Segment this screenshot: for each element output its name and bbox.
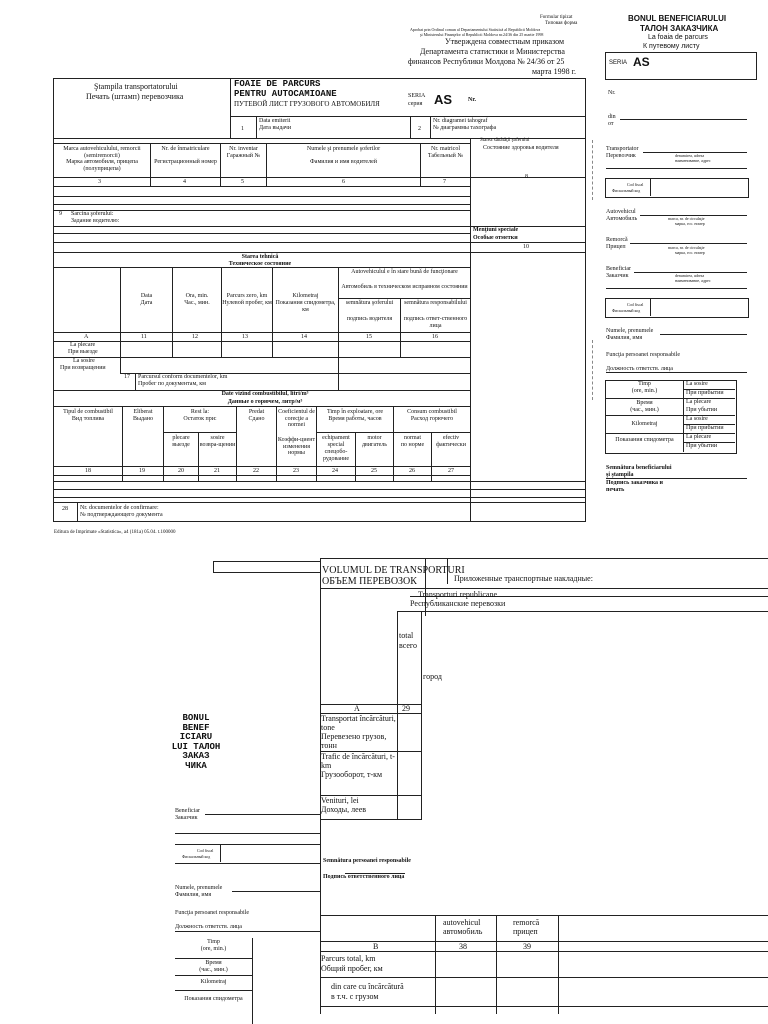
- city-label: город: [423, 672, 442, 681]
- run-total-ru: Общий пробег, км: [321, 964, 383, 973]
- return-ro: La sosire: [73, 358, 95, 364]
- norm-ro: normat: [404, 435, 421, 441]
- col-regnr-ru: Регистрационный номер: [154, 159, 217, 165]
- voucher-client-addr: denumirea, adresa: [675, 273, 705, 278]
- row-transported-ro: Transportat încărcături, tone: [321, 714, 396, 732]
- rep-transport-ro: Transporturi republicane: [418, 590, 498, 599]
- fuel-title-ru: Данные о горючем, литр/м³: [227, 399, 303, 405]
- row-income-ru: Доходы, леев: [321, 805, 367, 814]
- col-drivers-ru: Фамилия и имя водителей: [310, 159, 377, 165]
- rest-ru: Остаток при:: [183, 416, 217, 422]
- col-19: 19: [139, 468, 145, 474]
- voucher-client-ro: Beneficiar: [606, 266, 631, 272]
- approval-ro-2: şi Ministerului Finanţelor al Republicii Moldova nr.24/36 din 25 martie 1998: [420, 32, 544, 37]
- col-drivers-ro: Numele şi prenumele şoferilor: [306, 146, 381, 152]
- total-ro: total: [399, 631, 414, 640]
- back-col-38: 38: [459, 942, 467, 951]
- time-label-ru: Час., мин.: [184, 300, 210, 306]
- issue-date-ru: Дата выдачи: [259, 125, 292, 131]
- voucher-nr: Nr.: [608, 90, 616, 96]
- stub-km-ru: Показания спидометра: [184, 996, 243, 1002]
- col-20: 20: [178, 468, 184, 474]
- col-num-4: 4: [183, 179, 186, 185]
- total-ru: всего: [399, 641, 418, 650]
- voucher-dep-ro: La plecare: [686, 399, 712, 405]
- back-col-A: A: [354, 704, 360, 713]
- approval-ru-2: Департамента статистики и Министерства: [420, 47, 565, 56]
- actual-ru: фактически: [436, 442, 466, 448]
- col-matr-ru: Табельный №: [427, 153, 464, 159]
- col-15: 15: [366, 334, 372, 340]
- voucher-position-ro: Funcţia persoanei responsabile: [606, 352, 680, 358]
- voucher-time-ro: Timp: [638, 381, 651, 387]
- seria-label: SERIA: [408, 93, 426, 99]
- norm-ru: по норме: [400, 442, 425, 448]
- zero-run-ro: Parcurs zero, km: [226, 293, 268, 299]
- worktime-ru: Время работы, часов: [328, 416, 382, 422]
- rest-dep-ro: plecare: [172, 435, 190, 441]
- task-ru: Задание водителю:: [71, 218, 120, 224]
- depart-ro: La plecare: [70, 342, 96, 348]
- motor-ro: motor: [367, 435, 382, 441]
- col-26: 26: [409, 468, 415, 474]
- form-label-ro: Formular tipizat: [540, 15, 573, 20]
- approval-ro: Aprobat prin Ordinul comun al Departamentului Statistică al Republicii Moldova: [410, 27, 541, 32]
- row-traffic-ro: Trafic de încărcături, t-km: [321, 752, 395, 770]
- coef-ro: Coeficientul de corecţie a normei: [278, 409, 315, 428]
- col-num-5: 5: [241, 179, 244, 185]
- voucher-time-unit-ro: (ore, min.): [631, 388, 658, 394]
- voucher-client-addr-ru: наименование, адрес: [675, 278, 711, 283]
- voucher-fiscal-ru: Фискальный код: [612, 188, 641, 193]
- special-ro: Menţiuni speciale: [473, 227, 519, 233]
- box-2: 2: [418, 126, 421, 132]
- voucher-person-ro: Numele, prenumele: [606, 328, 654, 334]
- voucher-name-addr: denumirea, adresa: [675, 153, 705, 158]
- handed-ro: Predat: [248, 409, 265, 415]
- voucher-brand-nr-2: marca, nr. de circulaţie: [668, 245, 705, 250]
- issued-ru: Выдано: [133, 416, 153, 422]
- motor-ru: двигатель: [361, 442, 388, 448]
- km-label-ro: Kilometraj: [292, 293, 319, 299]
- equip-ro: echipament special: [322, 435, 350, 448]
- run-total-ro: Parcurs total, km: [321, 954, 376, 963]
- col-inv-ru: Гаражный №: [226, 153, 261, 159]
- voucher-seria: SERIA: [609, 60, 628, 66]
- confirm-ro: Nr. documentelor de confirmare:: [80, 505, 159, 511]
- col-22: 22: [253, 468, 259, 474]
- tech-title-ro: Starea tehnică: [241, 254, 279, 260]
- row-transported-ru: Перевезено грузов, тонн: [321, 732, 387, 750]
- approval-ru-4: марта 1998 г.: [532, 67, 576, 76]
- health-ru: Состояние здоровья водителя: [483, 145, 559, 151]
- voucher-vehicle-ro: Autovehicul: [606, 209, 636, 215]
- col-23: 23: [293, 468, 299, 474]
- voucher-client-ru: Заказчик: [606, 273, 629, 279]
- voucher-dep2-ru: При убытии: [686, 443, 718, 449]
- voucher-arr2-ru: При прибытии: [686, 425, 724, 431]
- run-loaded-ru: в т.ч. с грузом: [331, 992, 379, 1001]
- km-label-ru: Показания спидометра, км: [275, 300, 336, 313]
- zero-run-ru: Нулевой пробег, км: [222, 300, 272, 306]
- consumption-ru: Расход горючего: [410, 416, 454, 422]
- col-12: 12: [192, 334, 198, 340]
- rest-ret-ru: возвра-щении: [199, 442, 236, 448]
- volume-ru: ОБЪЕМ ПЕРЕВОЗОК: [322, 576, 417, 587]
- depart-ru: При выезде: [68, 349, 98, 355]
- special-ru: Особые отметки: [473, 235, 518, 241]
- voucher-dep-ru: При убытии: [686, 407, 718, 413]
- voucher-time-ru: Время: [636, 400, 653, 406]
- stub-fiscal-ro: Cod fiscal: [197, 848, 214, 853]
- stub-time-ro: Timp: [207, 939, 220, 945]
- stamp-label-ru: Печать (штамп) перевозчика: [86, 92, 184, 101]
- title-ro-1: FOAIE DE PARCURS: [234, 79, 321, 89]
- stub-fiscal-ru: Фискальный код: [182, 854, 211, 859]
- voucher-fiscal2-ru: Фискальный код: [612, 308, 641, 313]
- seria-label-ru: серия: [408, 101, 423, 107]
- rest-ret-ro: sosire: [210, 435, 225, 441]
- voucher-brand-nr-ru: марка, гос. номер: [675, 221, 705, 226]
- stub-client-ru: Заказчик: [175, 815, 198, 821]
- stub-time-ru: Время: [205, 960, 222, 966]
- stub-position-ru: Должность ответств. лица: [175, 924, 242, 930]
- voucher-km-ru: Показания спидометра: [615, 437, 674, 443]
- col-11: 11: [141, 334, 147, 340]
- col-matr-ro: Nr. matricol: [431, 146, 460, 152]
- col-25: 25: [371, 468, 377, 474]
- approval-ru-1: Утверждена совместным приказом: [445, 37, 565, 46]
- voucher-km-ro: Kilometraj: [631, 421, 658, 427]
- col-num-10: 10: [523, 244, 529, 250]
- voucher-fiscal2-ro: Cod fiscal: [627, 302, 644, 307]
- stub-person-ru: Фамилия, имя: [175, 892, 212, 898]
- voucher-vehicle-ru: Автомобиль: [606, 216, 638, 222]
- sign-resp-ru: подпись ответ-ственного лица: [403, 316, 468, 329]
- good-state-ru: Автомобиль в техническом исправном состоянии: [341, 284, 468, 290]
- col-brand-ru: Марка автомобиля, прицепа (полуприцепа): [66, 159, 138, 172]
- tacho-ru: № диаграммы тахографа: [433, 125, 497, 131]
- voucher-position-ru: Должность ответств. лица: [606, 366, 673, 372]
- equip-ru: спецобо-рудование: [322, 449, 350, 462]
- voucher-brand-nr: marca, nr. de circulaţie: [668, 216, 705, 221]
- voucher-title-ru: ТАЛОН ЗАКАЗЧИКА: [640, 24, 719, 33]
- voucher-seria-value: AS: [633, 55, 650, 69]
- col-inv-ro: Nr. inventar: [229, 146, 258, 152]
- title-ro-2: PENTRU AUTOCAMIOANE: [234, 89, 337, 99]
- col-21: 21: [214, 468, 220, 474]
- voucher-carrier-ru: Перевозчик: [606, 153, 636, 159]
- confirm-ru: № подтверждающего документа: [80, 512, 163, 518]
- handed-ru: Сдано: [248, 416, 265, 422]
- stub-title: BONUL BENEF ICIARU LUI ТАЛОН ЗАКАЗ ЧИКА: [171, 713, 221, 771]
- col-num-6: 6: [342, 179, 345, 185]
- col-brand-ro: Marca autovehiculului, remorcii (semiremorcii): [63, 146, 141, 159]
- col-14: 14: [301, 334, 307, 340]
- col-24: 24: [332, 468, 338, 474]
- stub-time-unit: (ore, min.): [200, 946, 227, 952]
- date-label-ro: Data: [140, 293, 153, 299]
- voucher-title-ro: BONUL BENEFICIARULUI: [628, 14, 727, 23]
- attached-docs: Приложенные транспортные накладные:: [454, 574, 593, 583]
- voucher-sign-ro: Semnătura beneficiarului şi ştampila: [606, 465, 672, 478]
- return-ru: При возвращении: [60, 365, 106, 371]
- voucher-arr2-ro: La sosire: [686, 416, 708, 422]
- voucher-person-ru: Фамилия, имя: [606, 335, 643, 341]
- run-loaded-ro: din care cu încărcătură: [331, 982, 404, 991]
- back-col-B: B: [373, 942, 379, 951]
- back-col-39: 39: [523, 942, 531, 951]
- col-18: 18: [85, 468, 91, 474]
- voucher-brand-nr-ru-2: марка, гос. номер: [675, 250, 705, 255]
- issued-ro: Eliberat: [133, 409, 153, 415]
- approval-ru-3: финансов Республики Молдова № 24/36 от 25: [408, 57, 565, 66]
- col-num-7: 7: [443, 179, 446, 185]
- voucher-sub-ru: К путевому листу: [643, 43, 700, 50]
- sign-driver-ru: подпись водителя: [346, 316, 393, 322]
- coef-ru: Коэффи-циент изменения нормы: [277, 437, 316, 456]
- col-13: 13: [242, 334, 248, 340]
- back-sign-ro: Semnătura persoanei responsabile: [323, 858, 411, 864]
- stamp-label-ro: Ştampila transportatorului: [94, 82, 178, 91]
- stub-position-ro: Funcţia persoanei responsabile: [175, 910, 249, 916]
- stub-km-ro: Kilometraj: [200, 979, 227, 985]
- voucher-sub-ro: La foaia de parcurs: [648, 34, 708, 41]
- box-1: 1: [241, 126, 244, 132]
- issue-date-ro: Data emiterii: [259, 118, 291, 124]
- sign-driver-ro: semnătura şoferului: [345, 300, 394, 306]
- good-state-ro: Autovehiculul e în stare bună de funcţionare: [351, 269, 458, 275]
- voucher-trailer-ro: Remorcă: [606, 237, 628, 243]
- consumption-ro: Consum combustibil: [407, 409, 457, 415]
- voucher-fiscal-ro: Cod fiscal: [627, 182, 644, 187]
- actual-ro: efectiv: [442, 435, 460, 441]
- voucher-ot: от: [608, 121, 614, 127]
- tacho-ro: Nr. diagramei tahograf: [433, 118, 488, 124]
- seria-value: AS: [434, 92, 453, 107]
- voucher-carrier-ro: Transportator: [606, 146, 639, 152]
- row-traffic-ru: Грузооборот, т-км: [321, 770, 383, 779]
- number-label: Nr.: [468, 97, 476, 103]
- imprint: Editura de Imprimate «Statistica», a4 (181a) 05.04. t.100000: [54, 530, 176, 535]
- stub-person-ro: Numele, prenumele: [175, 885, 223, 891]
- task-num: 9: [59, 211, 62, 217]
- veh-col-ru: автомобиль: [443, 927, 483, 936]
- back-sign-ru: Подпись ответственного лица: [323, 874, 405, 880]
- volume-ro: VOLUMUL DE TRANSPORTURI: [322, 565, 465, 576]
- col-28: 28: [62, 506, 68, 512]
- task-ro: Sarcina şoferului:: [71, 211, 114, 217]
- worktime-ro: Timp în exploatare, ore: [326, 409, 384, 415]
- col-num-8: 8: [525, 174, 528, 180]
- time-label-ro: Ora, min.: [185, 293, 209, 299]
- tech-title-ru: Техническое состояние: [228, 261, 292, 267]
- col-17: 17: [124, 374, 130, 380]
- fuel-type-ro: Tipul de combustibil: [63, 409, 113, 415]
- voucher-dep2-ro: La plecare: [686, 434, 712, 440]
- trl-col-ro: remorcă: [513, 918, 540, 927]
- veh-col-ro: autovehicul: [443, 918, 481, 927]
- voucher-name-addr-ru: наименование, адрес: [675, 158, 711, 163]
- rest-ro: Rest la:: [190, 409, 210, 415]
- col-regnr-ro: Nr. de înmatriculare: [161, 146, 210, 152]
- date-label-ru: Дата: [140, 300, 153, 306]
- health-ro: Starea sănătăţii şoferului: [480, 138, 530, 143]
- rep-transport-ru: Республиканские перевозки: [410, 599, 506, 608]
- stub-client-ro: Beneficiar: [175, 808, 200, 814]
- col-16: 16: [432, 334, 438, 340]
- fuel-title-ro: Date vizînd combustibilul, litri/m³: [221, 391, 309, 397]
- col-27: 27: [448, 468, 454, 474]
- voucher-time-unit-ru: (час., мин.): [630, 407, 659, 413]
- trl-col-ru: прицеп: [513, 927, 538, 936]
- voucher-trailer-ru: Прицеп: [606, 244, 626, 250]
- voucher-sign-ru: Подпись заказчика и печать: [606, 480, 664, 493]
- title-ru: ПУТЕВОЙ ЛИСТ ГРУЗОВОГО АВТОМОБИЛЯ: [234, 100, 380, 108]
- voucher-arr-ro: La sosire: [686, 381, 708, 387]
- sign-resp-ro: semnătura responsabilului: [404, 300, 467, 306]
- stub-time-unit-ru: (час., мин.): [199, 967, 228, 973]
- voucher-arr-ru: При прибытии: [686, 390, 724, 396]
- row-A: A: [84, 334, 89, 340]
- doc-run-ru: Пробег по документам, км: [138, 381, 206, 387]
- fuel-type-ru: Вид топлива: [71, 416, 105, 422]
- col-num-3: 3: [98, 179, 101, 185]
- form-label-ru: Типовая форма: [545, 21, 578, 26]
- voucher-din: din: [608, 114, 616, 120]
- back-col-29: 29: [402, 704, 410, 713]
- rest-dep-ru: выезде: [172, 442, 190, 448]
- doc-run-ro: Parcursul conform documentelor, km: [138, 374, 228, 380]
- row-income-ro: Venituri, lei: [321, 796, 359, 805]
